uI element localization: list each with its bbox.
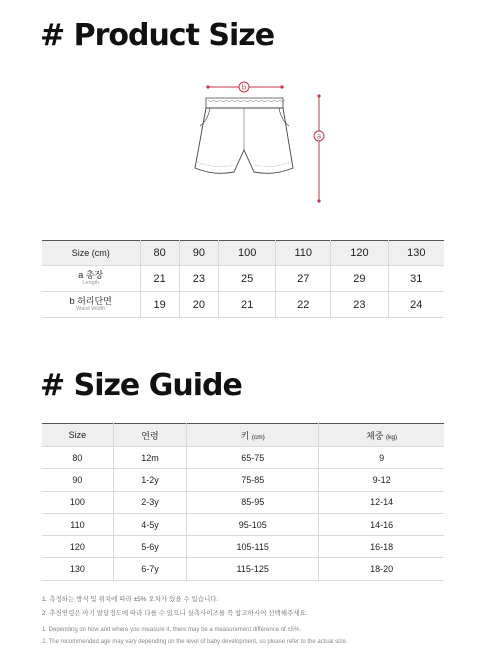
table-cell: 2-3y — [113, 491, 186, 513]
table-cell: 5-6y — [113, 536, 186, 558]
table-cell: 14-16 — [319, 513, 444, 535]
table-cell: 12-14 — [319, 491, 444, 513]
table-cell: 4-5y — [113, 513, 186, 535]
row-label — [42, 266, 140, 292]
size-header: 120 — [331, 241, 388, 266]
row-label-sub: Waist Width — [76, 306, 106, 312]
table-cell: 65-75 — [187, 447, 319, 469]
table-row — [42, 513, 444, 535]
label-a: a — [316, 132, 322, 141]
size-header: 90 — [179, 241, 218, 266]
note-line: 1. 측정하는 방식 및 위치에 따라 ±5% 오차가 있을 수 있습니다. — [42, 596, 219, 603]
guide-header-height-label: 키 — [240, 430, 250, 441]
table-cell: 12m — [113, 447, 186, 469]
table-cell: 75-85 — [187, 469, 319, 491]
guide-header-weight-unit: (kg) — [386, 433, 398, 441]
table-cell: 95-105 — [187, 513, 319, 535]
table-row-length — [42, 266, 444, 292]
size-header: 130 — [388, 241, 444, 266]
guide-header-height-unit: (cm) — [251, 433, 265, 441]
guide-header-weight-label: 체중 — [366, 430, 384, 441]
table-row — [42, 558, 444, 580]
table-cell: 20 — [179, 292, 218, 318]
guide-header-age: 연령 — [113, 424, 186, 447]
table-cell: 110 — [42, 513, 113, 535]
table-cell: 80 — [42, 447, 113, 469]
notes-korean — [42, 593, 308, 621]
table-cell: 9 — [319, 447, 444, 469]
table-cell: 25 — [218, 266, 275, 292]
row-label-main: a 총장 — [78, 270, 104, 280]
size-guide-table — [42, 423, 444, 581]
table-row — [42, 491, 444, 513]
size-header: 100 — [218, 241, 275, 266]
table-cell: 6-7y — [113, 558, 186, 580]
table-cell: 100 — [42, 491, 113, 513]
product-size-table — [42, 240, 444, 318]
table-cell: 23 — [331, 292, 388, 318]
table-row-waist — [42, 292, 444, 318]
table-cell: 1-2y — [113, 469, 186, 491]
table-cell: 19 — [140, 292, 179, 318]
size-header-label: Size (cm) — [42, 241, 140, 266]
table-cell: 21 — [140, 266, 179, 292]
note-line: 2. The recommended age may vary depending on the level of baby development, so please refer to the actual size. — [42, 639, 348, 645]
table-cell: 31 — [388, 266, 444, 292]
notes-english — [42, 624, 347, 648]
guide-header-size: Size — [42, 424, 113, 447]
guide-header-height — [187, 424, 319, 447]
row-label-main: b 허리단면 — [69, 296, 112, 306]
label-b: b — [241, 83, 247, 92]
note-line: 1. Depending on how and where you measure it, there may be a measurement difference of ±5%. — [42, 627, 301, 633]
row-label — [42, 292, 140, 318]
size-header: 80 — [140, 241, 179, 266]
size-table-header-row — [42, 241, 444, 266]
note-line: 2. 추천연령은 아기 발달정도에 따라 다를 수 있으니 실측사이즈를 꼭 참고하시어 선택해주세요. — [42, 610, 308, 617]
table-cell: 21 — [218, 292, 275, 318]
shorts-illustration — [170, 76, 330, 212]
table-row — [42, 447, 444, 469]
table-cell: 120 — [42, 536, 113, 558]
table-row — [42, 536, 444, 558]
table-cell: 115-125 — [187, 558, 319, 580]
product-size-heading: # Product Size — [40, 18, 275, 53]
table-cell: 130 — [42, 558, 113, 580]
table-cell: 18-20 — [319, 558, 444, 580]
table-cell: 27 — [276, 266, 331, 292]
shorts-diagram — [170, 76, 330, 212]
table-cell: 29 — [331, 266, 388, 292]
table-cell: 90 — [42, 469, 113, 491]
table-row — [42, 469, 444, 491]
table-cell: 9-12 — [319, 469, 444, 491]
guide-header-weight — [319, 424, 444, 447]
table-cell: 16-18 — [319, 536, 444, 558]
size-guide-heading: # Size Guide — [40, 368, 242, 403]
guide-table-header-row — [42, 424, 444, 447]
table-cell: 22 — [276, 292, 331, 318]
table-cell: 23 — [179, 266, 218, 292]
table-cell: 24 — [388, 292, 444, 318]
table-cell: 85-95 — [187, 491, 319, 513]
row-label-sub: Length — [82, 280, 100, 286]
size-header: 110 — [276, 241, 331, 266]
table-cell: 105-115 — [187, 536, 319, 558]
